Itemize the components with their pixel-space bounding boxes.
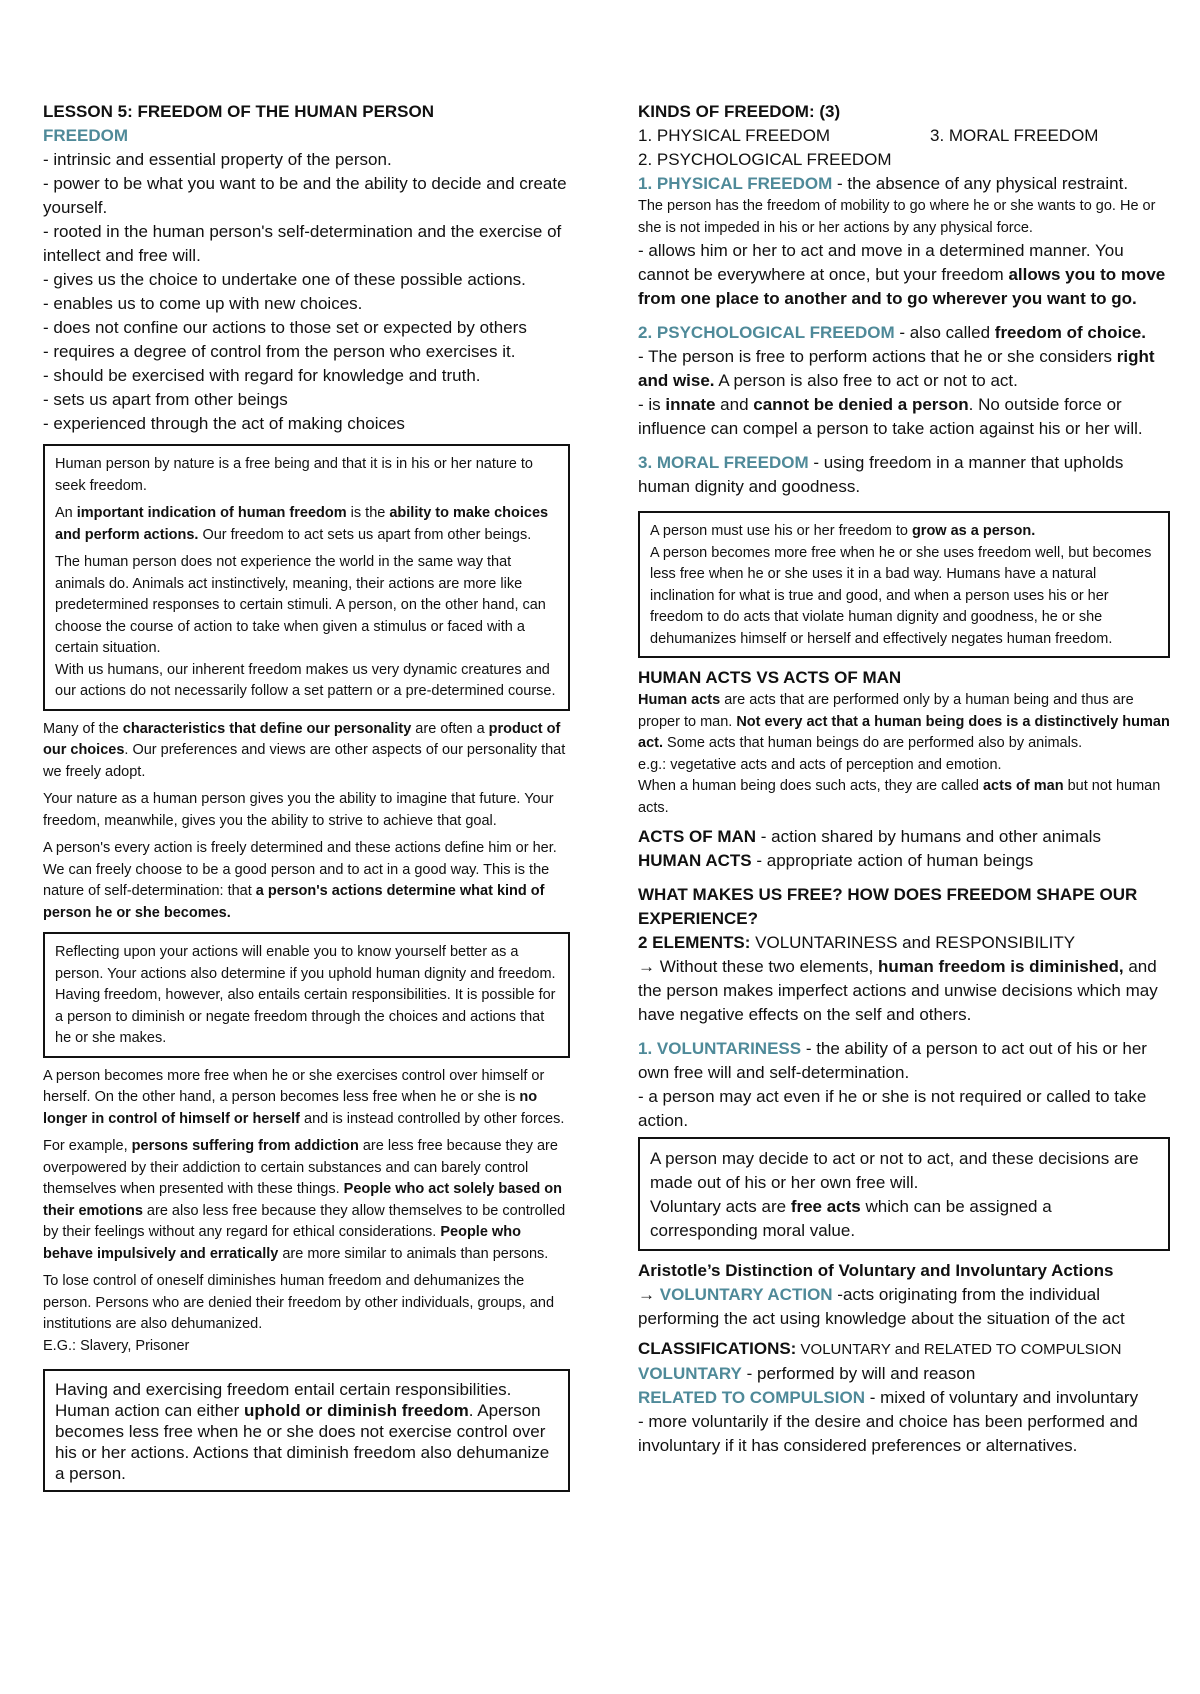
box-paragraph: A person must use his or her freedom to grow as a person. — [650, 523, 1036, 539]
moral-box — [638, 511, 1170, 658]
kind-item: 3. MORAL FREEDOM — [930, 126, 1099, 145]
dehumanize-paragraph: To lose control of oneself diminishes human freedom and dehumanizes the person. Persons who are denied their freedom by other individuals, groups, and institutions are also dehumanized. — [43, 1273, 555, 1332]
freedom-point: - rooted in the human person's self-determination and the exercise of intellect and free will. — [43, 222, 562, 265]
kinds-title: KINDS OF FREEDOM: (3) — [638, 102, 841, 121]
compulsion-definition: RELATED TO COMPULSION - mixed of voluntary and involuntary — [638, 1388, 1139, 1407]
voluntary-box — [638, 1137, 1170, 1251]
nature-paragraph: Your nature as a human person gives you the ability to imagine that future. Your freedom, meanwhile, gives you the ability to strive to achieve that goal. — [43, 791, 554, 829]
voluntariness-definition: 1. VOLUNTARINESS - the ability of a person to act out of his or her own free will and self-determination. — [638, 1039, 1147, 1082]
freedom-point: - intrinsic and essential property of the person. — [43, 150, 392, 169]
elements-line: 2 ELEMENTS: VOLUNTARINESS and RESPONSIBILITY — [638, 933, 1076, 952]
left-column — [43, 100, 570, 1500]
voluntary-action-definition: → VOLUNTARY ACTION -acts originating from the individual performing the act using knowledge about the situation of the act — [638, 1285, 1125, 1328]
freedom-heading: FREEDOM — [43, 126, 128, 145]
classifications-line: CLASSIFICATIONS: VOLUNTARY and RELATED TO COMPULSION — [638, 1339, 1122, 1358]
box-paragraph: A person becomes more free when he or she uses freedom well, but becomes less free when he or she uses it in a bad way. Humans have a natural inclination for what is true and good, and when a person uses his or her freedom to do acts that violate human dignity and goodness, he or she dehumanizes himself or herself and effectively negates human freedom. — [650, 544, 1152, 647]
compulsion-paragraph: - more voluntarily if the desire and choice has been performed and involuntary if it has considered preferences or alternatives. — [638, 1412, 1138, 1455]
freedom-point: - power to be what you want to be and the ability to decide and create yourself. — [43, 174, 567, 217]
freedom-point: - sets us apart from other beings — [43, 390, 288, 409]
freedom-point: - does not confine our actions to those set or expected by others — [43, 318, 527, 337]
physical-definition: 1. PHYSICAL FREEDOM - the absence of any physical restraint. — [638, 174, 1129, 193]
example-line: E.G.: Slavery, Prisoner — [43, 1337, 190, 1354]
freedom-point: - gives us the choice to undertake one of these possible actions. — [43, 270, 526, 289]
responsibility-box — [43, 1369, 570, 1492]
aristotle-title: Aristotle’s Distinction of Voluntary and Involuntary Actions — [638, 1261, 1114, 1280]
box-paragraph: An important indication of human freedom is the ability to make choices and perform actions. Our freedom to act sets us apart from other beings. — [55, 505, 549, 543]
box-paragraph: Voluntary acts are free acts which can be assigned a corresponding moral value. — [650, 1197, 1052, 1240]
lesson-title: LESSON 5: FREEDOM OF THE HUMAN PERSON — [43, 102, 435, 121]
control-paragraph: A person becomes more free when he or she exercises control over himself or herself. On the other hand, a person becomes less free when he or she is no longer in control of himself or herself and is instead controlled by other forces. — [43, 1067, 565, 1127]
personality-paragraph: Many of the characteristics that define our personality are often a product of our choices. Our preferences and views are other aspects of our personality that we freely adopt. — [43, 720, 566, 780]
kind-item: 1. PHYSICAL FREEDOM — [638, 126, 831, 145]
reflection-box — [43, 932, 570, 1058]
self-determination-paragraph: A person's every action is freely determined and these actions define him or her. We can freely choose to be a good person and to act in a good way. This is the nature of self-determination: that a person's actions determine what kind of person he or she becomes. — [43, 840, 557, 921]
box-paragraph: Reflecting upon your actions will enable you to know yourself better as a person. Your actions also determine if you uphold human dignity and freedom. Having freedom, however, also entails certain responsibilities. It is possible for a person to diminish or negate freedom through the choices and actions that he or she makes. — [55, 944, 556, 1046]
physical-paragraph: The person has the freedom of mobility to go where he or she wants to go. He or she is not impeded in his or her actions by any physical force. — [638, 198, 1156, 236]
acts-title: HUMAN ACTS VS ACTS OF MAN — [638, 668, 902, 687]
acts-paragraph: Human acts are acts that are performed only by a human being and thus are proper to man. Not every act that a human being does is a distinctively human act. Some acts that human beings do are performed also by animals. — [638, 692, 1170, 751]
acts-of-man-definition: ACTS OF MAN - action shared by humans and other animals — [638, 827, 1101, 846]
voluntariness-paragraph: - a person may act even if he or she is not required or called to take action. — [638, 1087, 1147, 1130]
psychological-definition: 2. PSYCHOLOGICAL FREEDOM - also called freedom of choice. — [638, 323, 1146, 342]
freedom-point: - enables us to come up with new choices. — [43, 294, 363, 313]
freedom-point: - experienced through the act of making choices — [43, 414, 405, 433]
box-paragraph: A person may decide to act or not to act, and these decisions are made out of his or her own free will. — [650, 1149, 1139, 1192]
acts-example: e.g.: vegetative acts and acts of perception and emotion. — [638, 756, 1002, 773]
kinds-row — [638, 124, 1170, 148]
psychological-paragraph: - is innate and cannot be denied a person. No outside force or influence can compel a person to take action against his or her will. — [638, 395, 1143, 438]
free-title: WHAT MAKES US FREE? HOW DOES FREEDOM SHAPE OUR EXPERIENCE? — [638, 885, 1138, 928]
box-paragraph: With us humans, our inherent freedom makes us very dynamic creatures and our actions do not necessarily follow a set pattern or a pre-determined course. — [55, 661, 556, 699]
box-paragraph: Having and exercising freedom entail certain responsibilities. Human action can either uphold or diminish freedom. Aperson becomes less free when he or she does not exercise control over his or her actions. Actions that diminish freedom also dehumanize a person. — [55, 1380, 550, 1483]
kind-item: 2. PSYCHOLOGICAL FREEDOM — [638, 150, 892, 169]
elements-paragraph: → Without these two elements, human freedom is diminished, and the person makes imperfect actions and unwise decisions which may have negative effects on the self and others. — [638, 957, 1158, 1024]
acts-paragraph: When a human being does such acts, they are called acts of man but not human acts. — [638, 778, 1161, 816]
example-paragraph: For example, persons suffering from addiction are less free because they are overpowered by their addiction to certain substances and can barely control themselves when presented with these things. People who act solely based on their emotions are also less free because they allow themselves to be controlled by their feelings without any regard for ethical considerations. People who behave impulsively and erratically are more similar to animals than persons. — [43, 1138, 566, 1262]
freedom-points — [43, 148, 570, 436]
box-paragraph: Human person by nature is a free being and that it is in his or her nature to seek freedom. — [55, 456, 533, 494]
freedom-point: - should be exercised with regard for knowledge and truth. — [43, 366, 481, 385]
box-paragraph: The human person does not experience the world in the same way that animals do. Animals act instinctively, meaning, their actions are more like predetermined responses to certain stimuli. A person, on the other hand, can choose the course of action to take when given a stimulus or faced with a certain situation. — [55, 554, 546, 656]
freedom-point: - requires a degree of control from the person who exercises it. — [43, 342, 516, 361]
human-acts-definition: HUMAN ACTS - appropriate action of human beings — [638, 851, 1034, 870]
physical-paragraph: - allows him or her to act and move in a determined manner. You cannot be everywhere at once, but your freedom allows you to move from one place to another and to go wherever you want to go. — [638, 241, 1166, 308]
moral-definition: 3. MORAL FREEDOM - using freedom in a manner that upholds human dignity and goodness. — [638, 453, 1124, 496]
human-nature-box — [43, 444, 570, 711]
psychological-paragraph: - The person is free to perform actions that he or she considers right and wise. A person is also free to act or not to act. — [638, 347, 1155, 390]
voluntary-definition: VOLUNTARY - performed by will and reason — [638, 1364, 976, 1383]
right-column — [638, 100, 1170, 1458]
